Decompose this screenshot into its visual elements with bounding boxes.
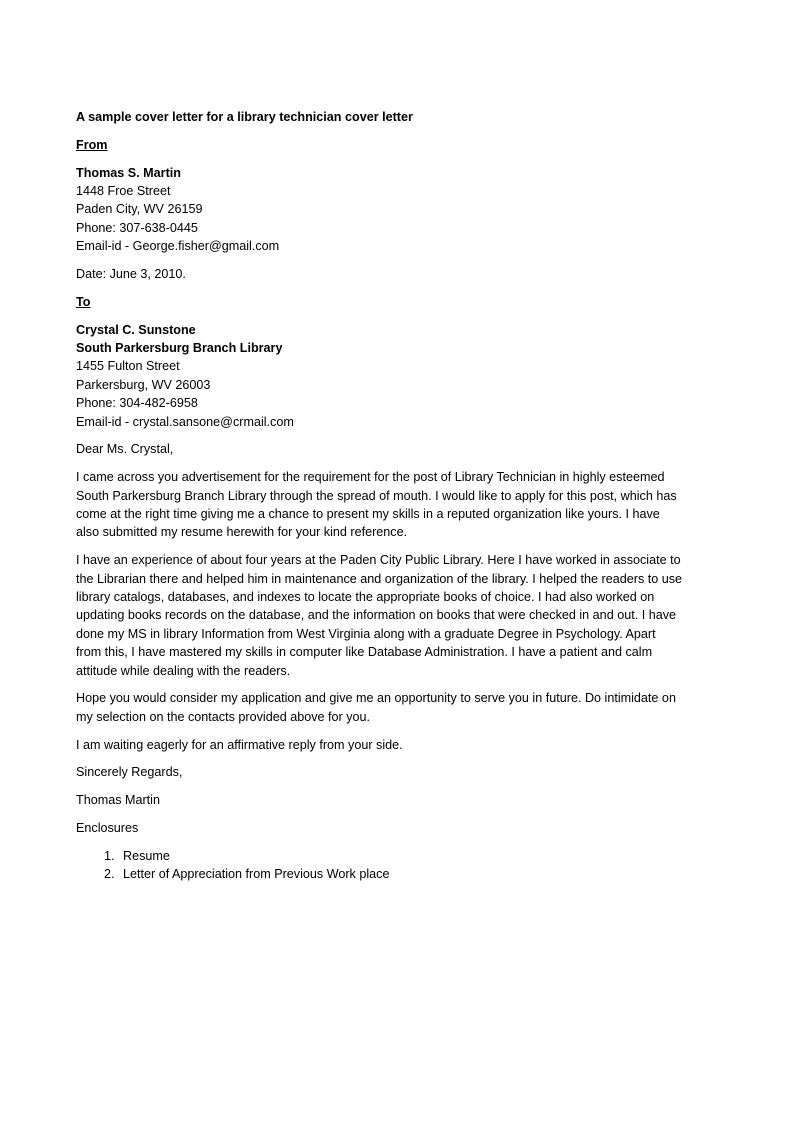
list-item-text: Resume [123,848,170,863]
paragraph-line: come at the right time giving me a chance to present my skills in a reputed organization like yours. I have [76,507,660,522]
paragraph-line: I came across you advertisement for the requirement for the post of Library Technician in highly esteemed [76,470,665,485]
paragraph-line: library catalogs, databases, and indexes to locate the appropriate books of choice. I had also worked on [76,590,655,605]
closing: Sincerely Regards, [76,765,183,780]
sender-street: 1448 Froe Street [76,184,171,198]
list-item-text: Letter of Appreciation from Previous Work place [123,867,390,882]
signature: Thomas Martin [76,793,160,808]
list-item [76,847,716,865]
paragraph-line: I have an experience of about four years at the Paden City Public Library. Here I have worked in associate to [76,553,681,568]
recipient-name: Crystal C. Sunstone [76,322,196,337]
list-item-number: 1. [104,848,115,863]
sender-name: Thomas S. Martin [76,165,181,180]
list-item-number: 2. [104,867,115,882]
list-item [76,865,716,883]
recipient-street: 1455 Fulton Street [76,359,180,374]
paragraph-line: my selection on the contacts provided above for you. [76,709,371,724]
paragraph-line: attitude while dealing with the readers. [76,663,291,678]
recipient-organization: South Parkersburg Branch Library [76,341,283,356]
enclosures-heading: Enclosures [76,821,139,836]
recipient-city: Parkersburg, WV 26003 [76,377,211,392]
salutation: Dear Ms. Crystal, [76,442,174,457]
letter-body [76,108,716,884]
to-heading: To [76,294,91,309]
paragraph-request [76,689,716,726]
paragraph-line: from this, I have mastered my skills in computer like Database Administration. I have a patient and calm [76,645,653,660]
paragraph-waiting [76,736,716,754]
recipient-block [76,321,716,431]
sender-phone: Phone: 307-638-0445 [76,220,198,235]
paragraph-line: South Parkersburg Branch Library through the spread of mouth. I would like to apply for this post, which has [76,488,677,503]
paragraph-line: updating books records on the database, and the information on books that were checked in and out. I have [76,608,677,623]
document-title: A sample cover letter for a library technician cover letter [76,110,413,124]
enclosures-list [76,847,716,884]
sender-email: Email-id - George.fisher@gmail.com [76,239,280,254]
paragraph-line: Hope you would consider my application and give me an opportunity to serve you in future. Do intimidate on [76,691,676,706]
recipient-phone: Phone: 304-482-6958 [76,396,198,411]
recipient-email: Email-id - crystal.sansone@crmail.com [76,414,294,429]
paragraph-line: also submitted my resume herewith for your kind reference. [76,525,408,540]
paragraph-line: the Librarian there and helped him in maintenance and organization of the library. I helped the readers to use [76,571,683,586]
from-heading: From [76,137,108,152]
letter-date: Date: June 3, 2010. [76,267,186,282]
paragraph-intro [76,468,716,542]
paragraph-line: done my MS in library Information from West Virginia along with a graduate Degree in Psychology. Apart [76,626,656,641]
paragraph-line: I am waiting eagerly for an affirmative reply from your side. [76,737,403,752]
paragraph-experience [76,551,716,680]
sender-city: Paden City, WV 26159 [76,202,203,217]
sender-block [76,164,716,256]
